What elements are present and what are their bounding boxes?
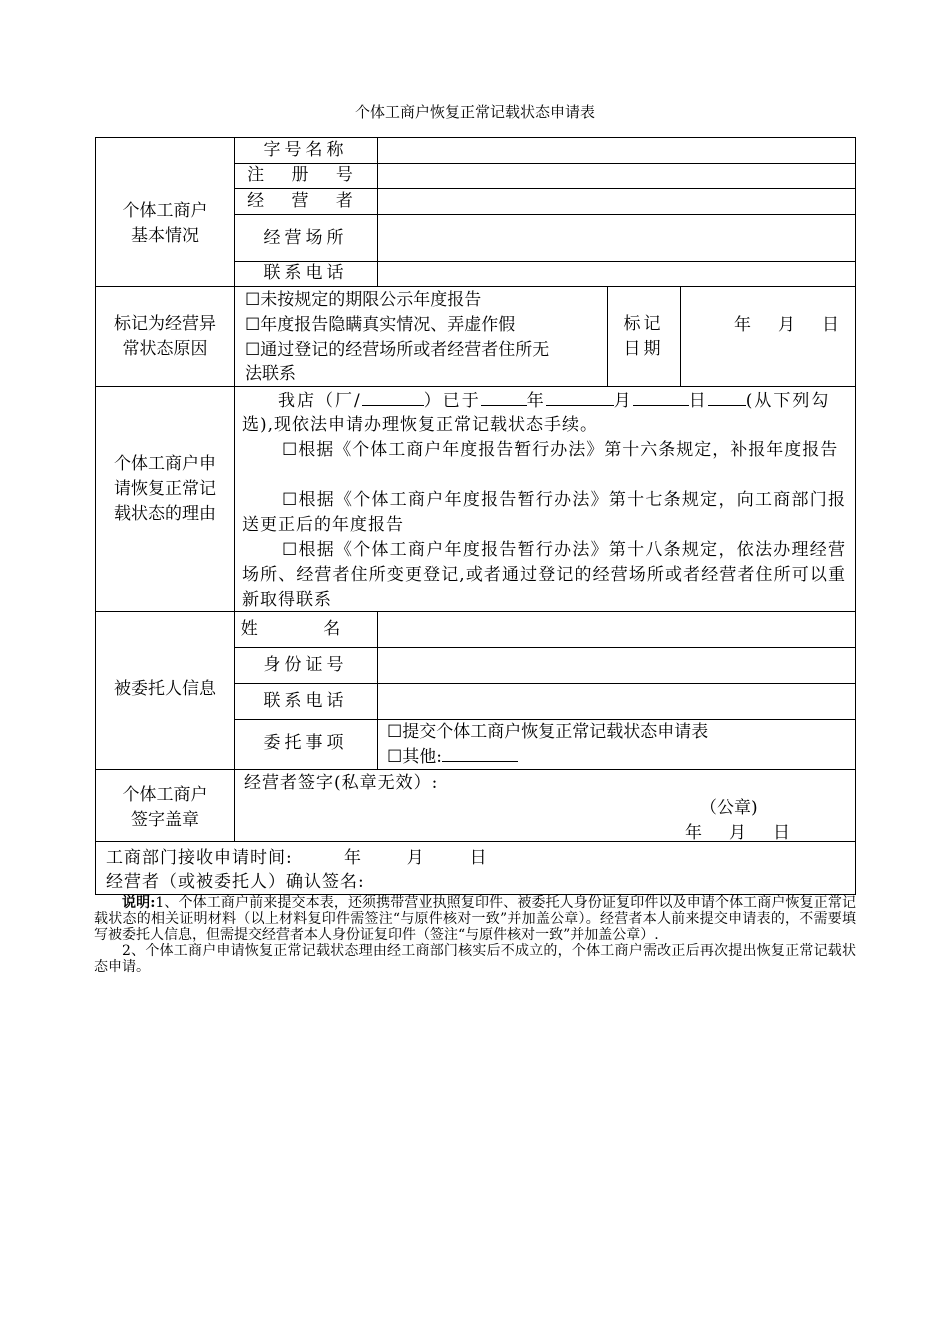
- reason-intro-day: 日: [688, 391, 708, 411]
- delegate-matter-label: 委托事项: [263, 733, 348, 753]
- shop-type-blank[interactable]: [362, 388, 424, 406]
- matter-option-other-row: [387, 744, 518, 770]
- form-title: 个体工商户恢复正常记载状态申请表: [354, 103, 595, 121]
- application-form: [95, 137, 856, 895]
- registration-number-label: 注 册 号: [247, 165, 364, 185]
- delegate-name-label: 姓 名: [240, 619, 371, 639]
- reason-intro-month: 月: [613, 391, 633, 411]
- extra-blank[interactable]: [708, 388, 746, 406]
- delegate-id-label: 身份证号: [263, 655, 348, 675]
- reason-option-supplement[interactable]: ☐根据《个体工商户年度报告暂行办法》第十六条规定，补报年度报告: [282, 440, 839, 460]
- delegate-phone-field[interactable]: [378, 684, 855, 718]
- reason-intro-year: 年: [526, 391, 546, 411]
- sign-date: 年 月 日: [685, 823, 791, 843]
- section-divider: [96, 386, 855, 387]
- instructions-heading: 说明:: [122, 895, 156, 911]
- instruction-note-2: 2、个体工商户申请恢复正常记载状态理由经工商部门核实后不成立的，个体工商户需改正后再次提出恢复正常记载状态申请。: [94, 943, 856, 975]
- receive-time-label: 工商部门接收申请时间:: [106, 848, 293, 868]
- delegate-phone-label: 联系电话: [263, 691, 348, 711]
- delegate-info-label: 被委托人信息: [114, 679, 216, 699]
- year-blank[interactable]: [481, 388, 527, 406]
- delegate-id-field[interactable]: [378, 648, 855, 682]
- abnormal-reason-label: 标记为经营异 常状态原因: [114, 314, 216, 359]
- reason-intro-line: [278, 388, 830, 414]
- shop-name-label: 字号名称: [263, 140, 348, 160]
- registration-number-field[interactable]: [378, 164, 855, 188]
- reason-intro-select: (从下列勾: [745, 391, 831, 411]
- mark-date-label: 标记 日期: [623, 314, 664, 359]
- reason-intro-since: ）已于: [423, 391, 481, 411]
- section-divider: [96, 286, 855, 287]
- restore-reason-label: 个体工商户申 请恢复正常记 载状态的理由: [114, 454, 216, 524]
- mark-date-field[interactable]: 年 月 日: [734, 315, 840, 335]
- day-blank[interactable]: [633, 388, 689, 406]
- confirm-signature-label[interactable]: 经营者（或被委托人）确认签名:: [106, 872, 365, 892]
- operator-label: 经 营 者: [247, 191, 364, 211]
- abnormal-option-unreachable-cont: 法联系: [245, 364, 296, 384]
- column-divider: [680, 286, 681, 386]
- contact-phone-field[interactable]: [378, 262, 855, 286]
- reason-intro-continue: 选),现依法申请办理恢复正常记载状态手续。: [242, 415, 599, 435]
- delegate-name-field[interactable]: [378, 612, 855, 646]
- abnormal-option-overdue[interactable]: ☐未按规定的期限公示年度报告: [245, 290, 482, 310]
- abnormal-option-false-report[interactable]: ☐年度报告隐瞒真实情况、弄虚作假: [245, 315, 516, 335]
- abnormal-option-unreachable[interactable]: ☐通过登记的经营场所或者经营者住所无: [245, 340, 550, 360]
- official-seal-label: （公章): [700, 798, 758, 818]
- business-premises-label: 经营场所: [263, 228, 348, 248]
- instruction-note-1: 1、个体工商户前来提交本表，还须携带营业执照复印件、被委托人身份证复印件以及申请个体工商户恢复正常记载状态的相关证明材料（以上材料复印件需签注“与原件核对一致”并加盖公章）。经营者本人前来提交申请表的，不需要填写被委托人信息，但需提交经营者本人身份证复印件（签注“与原件核对一致”并加盖公章）.: [94, 895, 857, 943]
- shop-name-field[interactable]: [378, 138, 855, 162]
- reason-intro-shop: 我店（厂/: [278, 391, 362, 411]
- matter-option-submit[interactable]: ☐提交个体工商户恢复正常记载状态申请表: [387, 722, 709, 742]
- reason-option-change[interactable]: ☐根据《个体工商户年度报告暂行办法》第十八条规定，依法办理经营场所、经营者住所变更登记,或者通过登记的经营场所或者经营者住所可以重新取得联系: [242, 540, 846, 610]
- basic-info-label: 个体工商户 基本情况: [122, 201, 208, 246]
- business-premises-field[interactable]: [378, 215, 855, 261]
- receive-time-row: [106, 846, 488, 871]
- instructions: [94, 895, 856, 975]
- operator-signature-label[interactable]: 经营者签字(私章无效）:: [244, 773, 439, 793]
- receive-time-field[interactable]: 年 月 日: [343, 848, 488, 868]
- other-matter-blank[interactable]: [442, 744, 518, 762]
- matter-option-other[interactable]: ☐其他:: [387, 747, 442, 767]
- contact-phone-label: 联系电话: [263, 263, 348, 283]
- month-blank[interactable]: [546, 388, 614, 406]
- reason-option-correct[interactable]: ☐根据《个体工商户年度报告暂行办法》第十七条规定，向工商部门报送更正后的年度报告: [242, 490, 846, 535]
- operator-field[interactable]: [378, 189, 855, 213]
- sign-seal-label: 个体工商户 签字盖章: [122, 785, 208, 830]
